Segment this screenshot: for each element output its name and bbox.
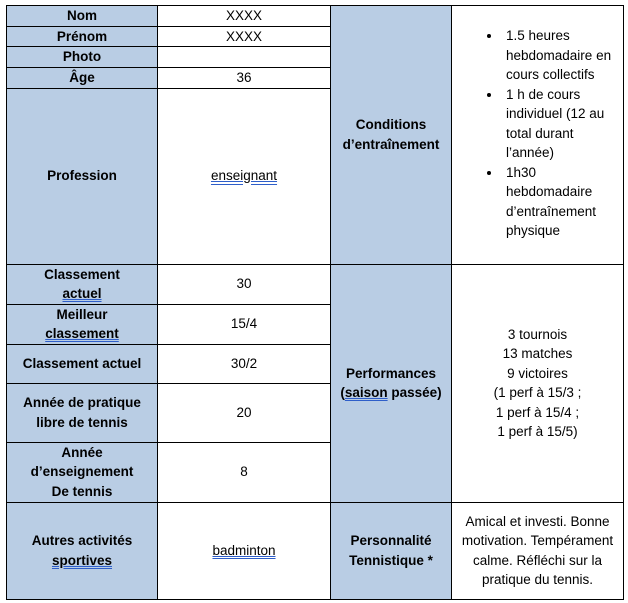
performances-line: 1 perf à 15/4 ;: [495, 404, 580, 420]
conditions-value: [452, 6, 624, 265]
autres-activites-value: [158, 502, 331, 599]
classement-actuel-2-label: Classement actuel: [7, 344, 158, 383]
conditions-label: Conditions d’entraînement: [331, 6, 452, 265]
photo-label: Photo: [7, 47, 158, 68]
meilleur-classement-label: Meilleur classement: [7, 304, 158, 344]
profession-label: Profession: [7, 88, 158, 264]
performances-line: 13 matches: [502, 346, 573, 361]
classement-actuel-2-value: 30/2: [158, 344, 331, 383]
personnalite-label: Personnalité Tennistique *: [331, 502, 452, 599]
performances-line: 9 victoires: [507, 365, 568, 381]
performances-label: Performances (saison passée): [331, 264, 452, 502]
performances-value: [452, 264, 624, 502]
meilleur-classement-value: 15/4: [158, 304, 331, 344]
annee-enseignement-value: 8: [158, 442, 331, 502]
conditions-item: • 1h30 hebdomadaire d’entraînement physique: [502, 163, 619, 241]
performances-line: 3 tournois: [507, 326, 568, 342]
conditions-item: • 1 h de cours individuel (12 au total durant l’année): [502, 85, 619, 163]
profession-value: [158, 88, 331, 264]
annee-pratique-value: 20: [158, 383, 331, 442]
prenom-label: Prénom: [7, 26, 158, 47]
nom-label: Nom: [7, 6, 158, 27]
photo-value: [158, 47, 331, 68]
autres-activites-text: badminton: [212, 542, 276, 558]
nom-value: XXXX: [158, 6, 331, 27]
profile-table: [6, 5, 624, 600]
annee-enseignement-label: Année d’enseignement De tennis: [7, 442, 158, 502]
profession-text: enseignant: [210, 168, 278, 184]
conditions-item: • 1.5 heures hebdomadaire en cours collectifs: [502, 26, 619, 85]
performances-line: 1 perf à 15/5): [497, 424, 578, 439]
classement-actuel-value: 30: [158, 264, 331, 304]
performances-line: (1 perf à 15/3 ;: [493, 385, 582, 400]
prenom-value: XXXX: [158, 26, 331, 47]
annee-pratique-label: Année de pratique libre de tennis: [7, 383, 158, 442]
conditions-list: [456, 26, 619, 241]
autres-activites-label: Autres activités sportives: [7, 502, 158, 599]
age-value: 36: [158, 67, 331, 88]
personnalite-value: Amical et investi. Bonne motivation. Tempérament calme. Réfléchi sur la pratique du tennis.: [452, 502, 624, 599]
classement-actuel-label: Classement actuel: [7, 264, 158, 304]
age-label: Âge: [7, 67, 158, 88]
